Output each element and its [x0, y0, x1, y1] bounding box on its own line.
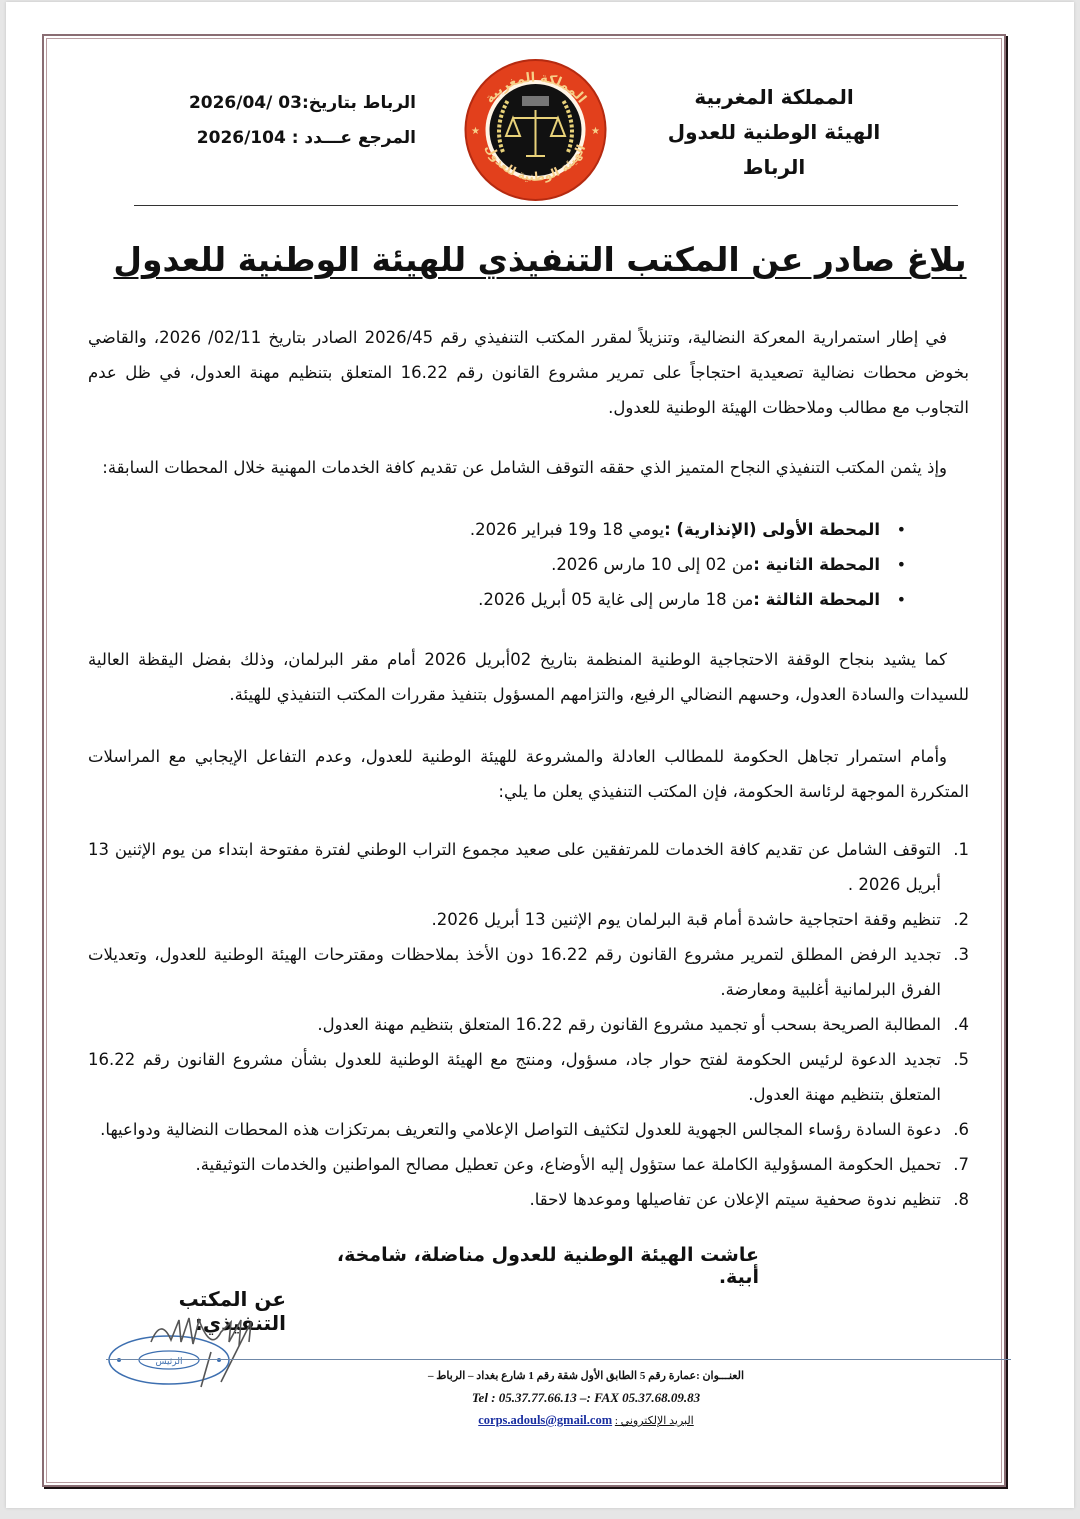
list-item	[88, 1007, 969, 1042]
announce-paragraph: وأمام استمرار تجاهل الحكومة للمطالب العادلة والمشروعة للهيئة الوطنية للعدول، وعدم التفاعل الإيجابي مع المراسلات المتكررة الموجهة لرئاسة الحكومة، فإن المكتب التنفيذي يعلن ما يلي:	[88, 747, 969, 801]
logo-bottom-text: الهيئة الوطنية للعدول	[482, 142, 589, 184]
item-text: تنظيم ندوة صحفية سيتم الإعلان عن تفاصيلها وموعدها لاحقا.	[529, 1190, 941, 1209]
logo-top-text: المملكة المغربية	[482, 70, 589, 107]
reference-label: المرجع عـــدد :	[291, 128, 416, 148]
item-number: 2.	[953, 910, 969, 929]
reference-line	[156, 121, 416, 156]
date-line	[156, 86, 416, 121]
item-text: دعوة السادة رؤساء المجالس الجهوية للعدول لتكثيف التواصل الإعلامي والتعريف بمرتكزات هذه المحطات النضالية ودواعيها.	[100, 1120, 941, 1139]
item-number: 4.	[953, 1015, 969, 1034]
date-reference-block	[156, 86, 416, 156]
list-item	[88, 832, 969, 902]
email-link[interactable]: corps.adouls@gmail.com	[478, 1413, 613, 1427]
praise-paragraph: وإذ يثمن المكتب التنفيذي النجاح المتميز الذي حققه التوقف الشامل عن تقديم كافة الخدمات المهنية خلال المحطات السابقة:	[102, 458, 947, 477]
stamp-center-text: الرئيس	[155, 1357, 183, 1367]
list-item	[88, 1182, 969, 1217]
footer-phone-fax: Tel : 05.37.77.66.13 –: FAX 05.37.68.09.83	[471, 1390, 701, 1405]
authority-name: الهيئة الوطنية للعدول	[667, 120, 881, 144]
station-text: من 18 مارس إلى غاية 05 أبريل 2026.	[478, 590, 754, 609]
list-item	[88, 902, 969, 937]
footer-divider	[106, 1359, 1011, 1360]
item-text: التوقف الشامل عن تقديم كافة الخدمات للمرتفقين على صعيد مجموع التراب الوطني لفترة مفتوحة ابتداء من يوم الإثنين 13 أبريل 2026 .	[88, 840, 941, 894]
item-text: تنظيم وقفة احتجاجية حاشدة أمام قبة البرلمان يوم الإثنين 13 أبريل 2026.	[431, 910, 941, 929]
emblem-logo-icon	[458, 52, 613, 202]
item-number: 6.	[953, 1120, 969, 1139]
footer-contact	[386, 1365, 786, 1432]
station-label: المحطة الأولى (الإنذارية) :	[664, 520, 880, 539]
list-item	[88, 582, 884, 617]
item-text: تحميل الحكومة المسؤولية الكاملة عما ستؤول إليه الأوضاع، وعن تعطيل مصالح المواطنين والخدمات التوثيقية.	[195, 1155, 941, 1174]
intro-paragraph: في إطار استمرارية المعركة النضالية، وتنزيلاً لمقرر المكتب التنفيذي رقم 2026/45 الصادر بتاريخ 02/11/ 2026، والقاضي بخوض محطات نضالية تصعيدية احتجاجاً على تمرير مشروع القانون رقم 16.22 المتعلق بتنظيم مهنة العدول، في ظل عدم التجاوب مع مطالب وملاحظات الهيئة الوطنية للعدول.	[88, 328, 969, 417]
stand-paragraph: كما يشيد بنجاح الوقفة الاحتجاجية الوطنية المنظمة بتاريخ 02أبريل 2026 أمام مقر البرلمان، وذلك بفضل اليقظة العالية للسيدات والسادة العدول، وحسهم النضالي الرفيع، والتزامهم المسؤول بتنفيذ مقررات المكتب التنفيذي للهيئة.	[88, 650, 969, 704]
stations-list	[88, 512, 906, 617]
header-divider	[134, 205, 958, 206]
list-item	[88, 1112, 969, 1147]
document-title	[106, 238, 974, 282]
station-label: المحطة الثالثة :	[753, 590, 880, 609]
list-item	[88, 1147, 969, 1182]
item-number: 1.	[953, 840, 969, 859]
date-value: 03 /2026/04	[188, 93, 302, 113]
footer-email-line	[386, 1409, 786, 1432]
title-text: بلاغ صادر عن المكتب التنفيذي للهيئة الوطنية للعدول	[113, 240, 967, 279]
item-number: 8.	[953, 1190, 969, 1209]
date-label: الرباط بتاريخ:	[301, 93, 416, 113]
station-text: يومي 18 و19 فبراير 2026.	[469, 520, 665, 539]
signed-by-label: عن المكتب التنفيذي:	[178, 1287, 286, 1335]
document-page	[6, 2, 1074, 1508]
issuer-header	[624, 80, 924, 185]
item-number: 3.	[953, 945, 969, 964]
item-number: 5.	[953, 1050, 969, 1069]
star-icon: ★	[591, 126, 600, 137]
kingdom-name: المملكة المغربية	[694, 85, 854, 109]
station-label: المحطة الثانية :	[753, 555, 880, 574]
item-text: تجديد الرفض المطلق لتمرير مشروع القانون رقم 16.22 دون الأخذ بملاحظات ومقترحات الهيئة الوطنية للعدول، وتعديلات الفرق البرلمانية أغلبية ومعارضة.	[88, 945, 941, 999]
footer-address: العنـــوان :عمارة رقم 5 الطابق الأول شقة رقم 1 شارع بغداد – الرباط –	[427, 1370, 745, 1382]
email-label: البريد الإلكتروني :	[614, 1415, 694, 1427]
list-item	[88, 547, 884, 582]
item-text: تجديد الدعوة لرئيس الحكومة لفتح حوار جاد، مسؤول، ومنتج مع الهيئة الوطنية للعدول بشأن مشروع القانون رقم 16.22 المتعلق بتنظيم مهنة العدول.	[88, 1050, 941, 1104]
city-name: الرباط	[742, 155, 806, 179]
star-icon: ★	[471, 126, 480, 137]
decisions-list	[88, 832, 969, 1217]
list-item	[88, 937, 969, 1007]
signature-stamp-icon	[101, 1312, 301, 1397]
station-text: من 02 إلى 10 مارس 2026.	[551, 555, 754, 574]
item-number: 7.	[953, 1155, 969, 1174]
reference-value: 2026/104	[196, 128, 286, 148]
list-item	[88, 1042, 969, 1112]
list-item	[88, 512, 884, 547]
closing-slogan: عاشت الهيئة الوطنية للعدول مناضلة، شامخة، أبية.	[336, 1244, 759, 1288]
item-text: المطالبة الصريحة بسحب أو تجميد مشروع القانون رقم 16.22 المتعلق بتنظيم مهنة العدول.	[317, 1015, 941, 1034]
